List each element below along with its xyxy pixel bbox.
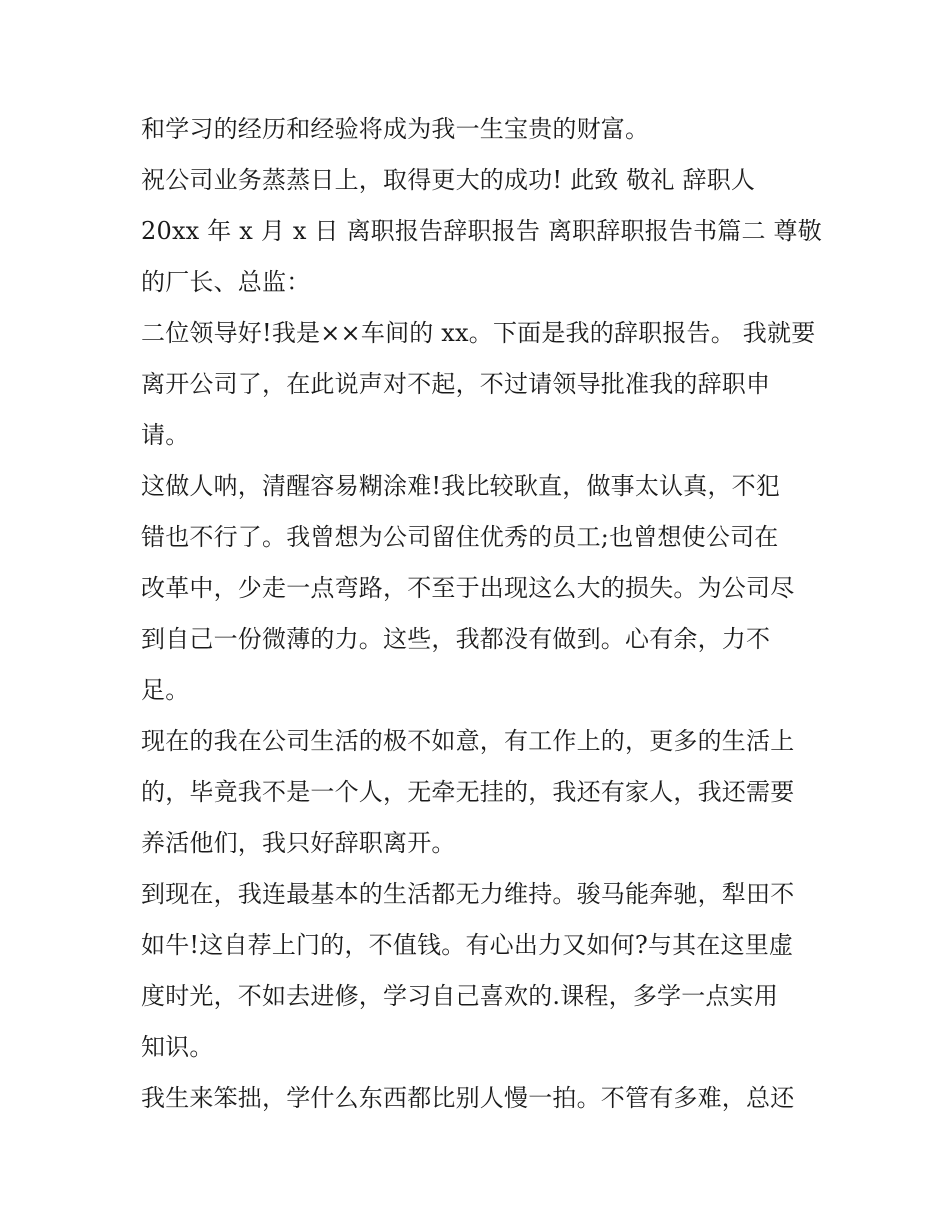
text-line: 到自己一份微薄的力。这些，我都没有做到。心有余，力不 — [141, 625, 771, 653]
text-line: 的厂长、总监： — [141, 268, 311, 296]
text-line: 二位领导好!我是××车间的 xx。下面是我的辞职报告。 我就要 — [141, 319, 816, 347]
text-line: 祝公司业务蒸蒸日上，取得更大的成功! 此致 敬礼 辞职人 — [141, 166, 756, 194]
text-line: 离开公司了，在此说声对不起，不过请领导批准我的辞职申 — [141, 370, 771, 398]
text-line: 养活他们，我只好辞职离开。 — [141, 829, 456, 857]
text-line: 20xx 年 x 月 x 日 离职报告辞职报告 离职辞职报告书篇二 尊敬 — [141, 217, 822, 245]
text-line: 现在的我在公司生活的极不如意，有工作上的，更多的生活上 — [141, 727, 795, 755]
text-line: 我生来笨拙，学什么东西都比别人慢一拍。不管有多难，总还 — [141, 1084, 795, 1112]
text-line: 改革中，少走一点弯路，不至于出现这么大的损失。为公司尽 — [141, 574, 795, 602]
text-line: 如牛!这自荐上门的，不值钱。有心出力又如何?与其在这里虚 — [141, 931, 794, 959]
text-line: 请。 — [141, 421, 190, 449]
text-line: 错也不行了。我曾想为公司留住优秀的员工;也曾想使公司在 — [141, 523, 779, 551]
text-line: 知识。 — [141, 1033, 214, 1061]
text-line: 到现在，我连最基本的生活都无力维持。骏马能奔驰，犁田不 — [141, 880, 795, 908]
text-line: 度时光，不如去进修，学习自己喜欢的.课程，多学一点实用 — [141, 982, 779, 1010]
text-line: 的，毕竟我不是一个人，无牵无挂的，我还有家人，我还需要 — [141, 778, 795, 806]
text-line: 足。 — [141, 676, 190, 704]
text-line: 和学习的经历和经验将成为我一生宝贵的财富。 — [141, 115, 650, 143]
document-body — [141, 104, 821, 1124]
text-line: 这做人呐，清醒容易糊涂难!我比较耿直，做事太认真，不犯 — [141, 472, 781, 500]
